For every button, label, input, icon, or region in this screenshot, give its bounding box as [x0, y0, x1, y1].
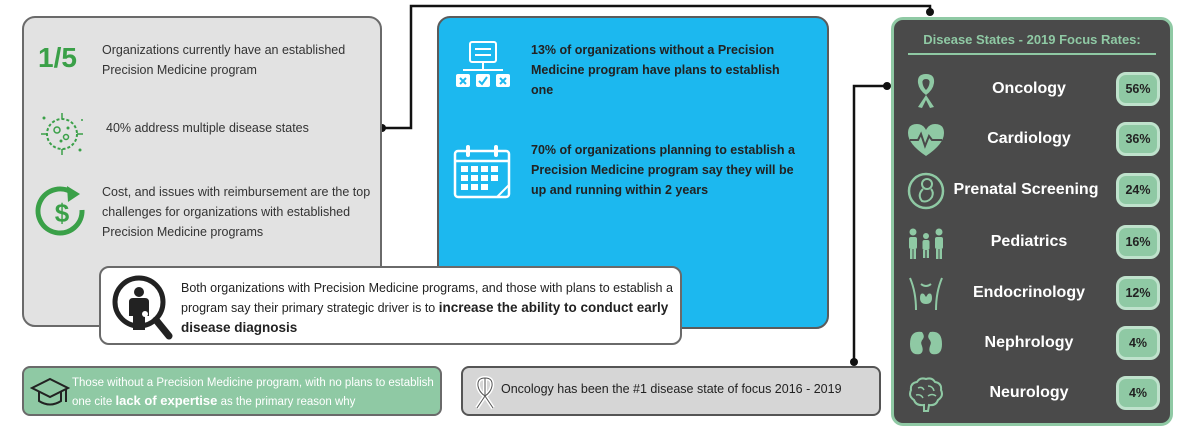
disease-name: Oncology — [992, 80, 1066, 97]
ribbon-icon — [473, 374, 497, 410]
disease-focus-panel — [891, 17, 1173, 426]
oncology-note-text: Oncology has been the #1 disease state of focus 2016 - 2019 — [501, 382, 842, 396]
stat-established-text: Organizations currently have an established Precision Medicine program — [102, 43, 346, 77]
kidney-icon — [906, 324, 946, 364]
disease-name: Neurology — [989, 384, 1069, 401]
fetus-icon — [906, 171, 946, 211]
disease-row-neurology — [894, 372, 1170, 416]
disease-row-pediatrics — [894, 221, 1170, 265]
no-plans-text-tail: as the primary reason why — [217, 396, 356, 408]
calendar-icon — [453, 143, 513, 199]
virus-icon — [34, 106, 90, 162]
stat-fraction: 1/5 — [38, 42, 77, 73]
checklist-icon — [453, 40, 515, 90]
disease-panel-title: Disease States - 2019 Focus Rates: — [923, 32, 1141, 47]
disease-row-endocrinology — [894, 272, 1170, 316]
heart-icon — [906, 120, 946, 160]
brain-icon — [906, 374, 946, 414]
family-icon — [906, 223, 946, 263]
ribbon-icon — [906, 70, 946, 110]
disease-pct: 56% — [1116, 72, 1160, 106]
driver-text-plain: Both organizations with Precision Medicine programs, and those with plans to establish a program say their primary strategic driver is to — [181, 281, 673, 315]
disease-name: Endocrinology — [973, 284, 1085, 301]
disease-row-nephrology — [894, 322, 1170, 366]
person-magnifier-icon — [111, 274, 173, 340]
disease-pct: 36% — [1116, 122, 1160, 156]
disease-pct: 16% — [1116, 225, 1160, 259]
no-plans-text-plain: Those without a Precision Medicine program, with no plans to establish one cite — [72, 377, 434, 408]
driver-text-bold: increase the ability to conduct early disease diagnosis — [181, 300, 669, 335]
oncology-note — [461, 366, 881, 416]
disease-row-prenatal-screening — [894, 169, 1170, 213]
strategic-driver-box — [99, 266, 682, 345]
disease-name: Nephrology — [984, 334, 1074, 351]
disease-name: Pediatrics — [990, 233, 1068, 250]
graduation-cap-icon — [30, 376, 70, 410]
disease-row-oncology — [894, 68, 1170, 112]
strategic-driver-text — [181, 278, 676, 338]
disease-pct: 4% — [1116, 326, 1160, 360]
stat-multiple-disease-text: 40% address multiple disease states — [106, 121, 309, 135]
thyroid-icon — [906, 274, 946, 314]
no-plans-text — [72, 374, 438, 411]
no-plans-note — [22, 366, 442, 416]
disease-name: Cardiology — [987, 130, 1071, 147]
dollar-cycle-icon — [34, 182, 90, 242]
disease-name: Prenatal Screening — [953, 181, 1099, 198]
disease-pct: 24% — [1116, 173, 1160, 207]
plans-13pct-text: 13% of organizations without a Precision Medicine program have plans to establish one — [531, 43, 780, 97]
stat-challenges-text: Cost, and issues with reimbursement are the top challenges for organizations with established Precision Medicine programs — [102, 185, 371, 239]
disease-pct: 4% — [1116, 376, 1160, 410]
disease-pct: 12% — [1116, 276, 1160, 310]
svg-text:$: $ — [54, 198, 70, 228]
disease-row-cardiology — [894, 118, 1170, 162]
plans-70pct-text: 70% of organizations planning to establish a Precision Medicine program say they will be up and running within 2 years — [531, 143, 795, 197]
no-plans-text-bold: lack of expertise — [115, 393, 218, 408]
title-divider — [908, 53, 1156, 55]
